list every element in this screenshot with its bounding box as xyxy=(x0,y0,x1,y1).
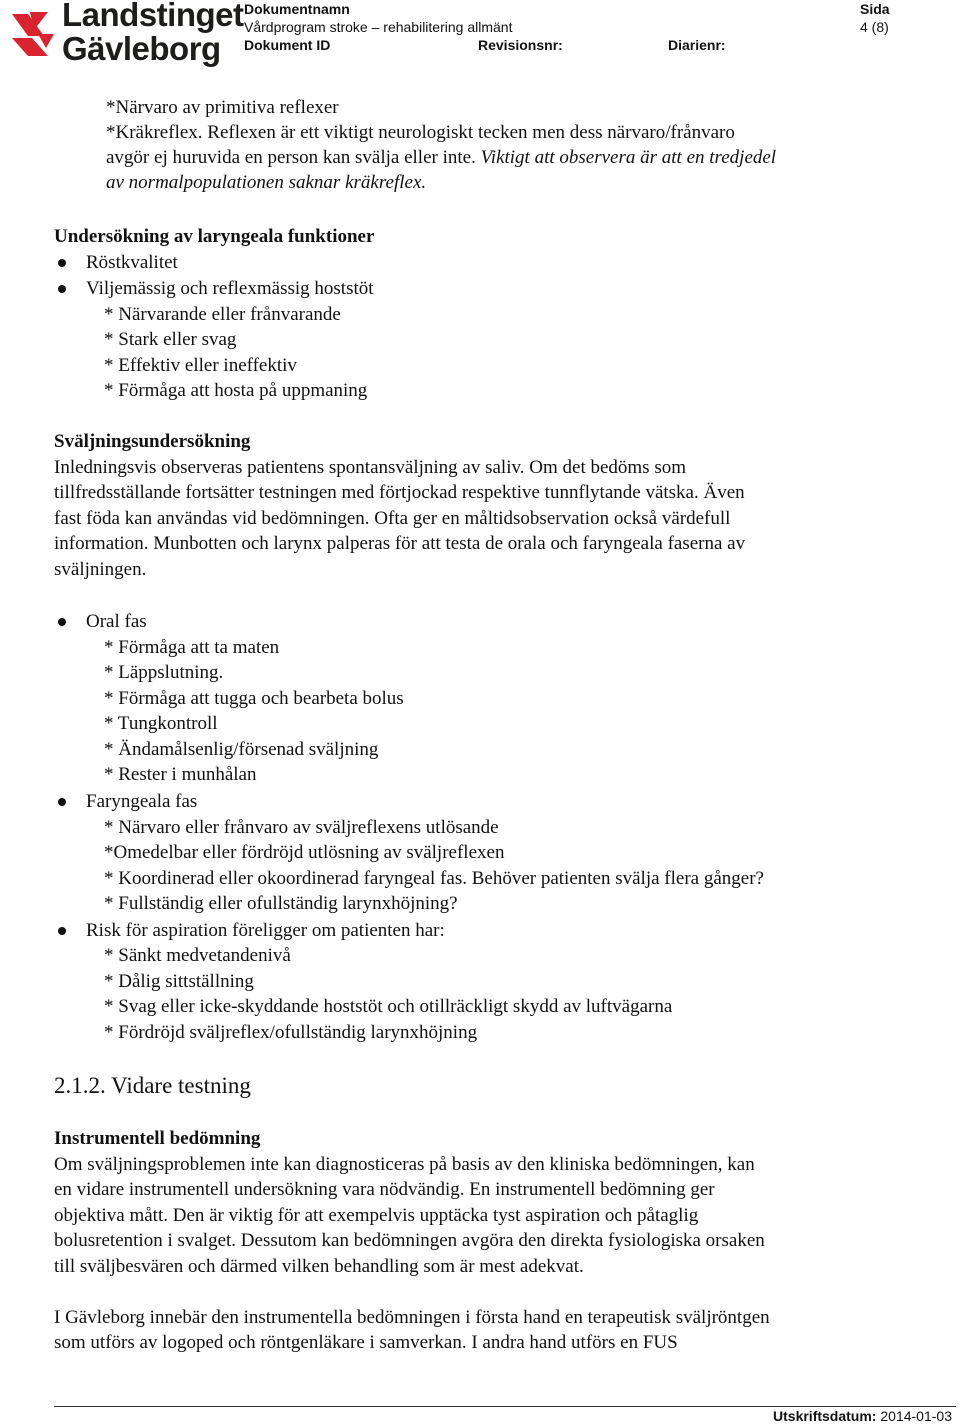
risk-item: * Sänkt medvetandenivå xyxy=(104,945,291,966)
pharyngeal-item: * Närvaro eller frånvaro av sväljreflexens utlösande xyxy=(104,817,499,838)
bullet-icon xyxy=(58,285,66,293)
intro-line-1: *Närvaro av primitiva reflexer xyxy=(106,97,339,118)
laryngeal-sub-4: * Förmåga att hosta på uppmaning xyxy=(104,380,368,401)
pharyngeal-item: * Fullständig eller ofullständig larynxhöjning? xyxy=(104,893,458,914)
print-date-label: Utskriftsdatum: xyxy=(773,1408,877,1424)
print-date xyxy=(773,1408,952,1425)
oral-phase-title: Oral fas xyxy=(86,611,147,632)
doc-name-value: Vårdprogram stroke – rehabilitering allmänt xyxy=(244,19,513,35)
oral-item: * Läppslutning. xyxy=(104,662,224,683)
oral-item: * Rester i munhålan xyxy=(104,764,257,785)
bullet-icon xyxy=(58,618,66,626)
risk-item: * Fördröjd sväljreflex/ofullständig larynxhöjning xyxy=(104,1022,478,1043)
laryngeal-sub-2: * Stark eller svag xyxy=(104,329,237,350)
laryngeal-sub-1: * Närvarande eller frånvarande xyxy=(104,304,341,325)
gavleborg-para-line-1: I Gävleborg innebär den instrumentella bedömningen i första hand en terapeutisk sväljröntgen xyxy=(54,1307,770,1328)
swallow-para-line-3: fast föda kan användas vid bedömningen. Ofta ger en måltidsobservation också värdefull xyxy=(54,508,731,529)
risk-item: * Dålig sittställning xyxy=(104,971,254,992)
intro-line-3-normal: avgör ej huruvida en person kan svälja eller inte. xyxy=(106,147,481,168)
swallow-para-line-4: information. Munbotten och larynx palperas för att testa de orala och faryngeala faserna av xyxy=(54,533,746,554)
instrumental-para-line-2: en vidare instrumentell undersökning vara nödvändig. En instrumentell bedömning ger xyxy=(54,1179,715,1200)
oral-item: * Ändamålsenlig/försenad sväljning xyxy=(104,739,379,760)
logo-mark-icon xyxy=(8,8,56,58)
intro-line-2: *Kräkreflex. Reflexen är ett viktigt neurologiskt tecken men dess närvaro/frånvaro xyxy=(106,122,735,143)
swallow-para-line-5: sväljningen. xyxy=(54,559,147,580)
page-number: 4 (8) xyxy=(860,19,889,35)
print-date-value: 2014-01-03 xyxy=(880,1408,952,1424)
doc-id-label: Dokument ID xyxy=(244,37,331,53)
revision-label: Revisionsnr: xyxy=(478,37,563,53)
oral-item: * Tungkontroll xyxy=(104,713,218,734)
laryngeal-heading: Undersökning av laryngeala funktioner xyxy=(54,226,375,247)
instrumental-para-line-3: objektiva mått. Den är viktig för att exempelvis upptäcka tyst aspiration och påtaglig xyxy=(54,1205,699,1226)
oral-item: * Förmåga att ta maten xyxy=(104,637,280,658)
intro-line-3 xyxy=(106,146,776,170)
section-title: 2.1.2. Vidare testning xyxy=(54,1073,251,1098)
swallow-para-line-2: tillfredsställande fortsätter testningen med förtjockad respektive tunnflytande vätska. Även xyxy=(54,482,745,503)
page-header xyxy=(0,0,960,72)
bullet-icon xyxy=(58,259,66,267)
intro-line-3-italic: Viktigt att observera är att en tredjedel xyxy=(480,147,777,168)
pharyngeal-item: * Koordinerad eller okoordinerad faryngeal fas. Behöver patienten svälja flera gånger? xyxy=(104,868,764,889)
laryngeal-bullet-1: Röstkvalitet xyxy=(86,252,178,273)
logo xyxy=(8,0,244,68)
instrumental-heading: Instrumentell bedömning xyxy=(54,1128,261,1149)
logo-line-1: Landstinget xyxy=(62,0,244,33)
page-label: Sida xyxy=(860,1,890,17)
swallow-heading: Sväljningsundersökning xyxy=(54,431,251,452)
gavleborg-para-line-2: som utförs av logoped och röntgenläkare i samverkan. I andra hand utförs en FUS xyxy=(54,1332,678,1353)
pharyngeal-item: *Omedelbar eller fördröjd utlösning av sväljreflexen xyxy=(104,842,505,863)
instrumental-para-line-5: till sväljbesvären och därmed vilken behandling som är mest adekvat. xyxy=(54,1256,584,1277)
diary-label: Diarienr: xyxy=(668,37,726,53)
instrumental-para-line-1: Om sväljningsproblemen inte kan diagnosticeras på basis av den kliniska bedömningen, kan xyxy=(54,1154,755,1175)
doc-name-label: Dokumentnamn xyxy=(244,1,350,17)
laryngeal-sub-3: * Effektiv eller ineffektiv xyxy=(104,355,297,376)
pharyngeal-phase-title: Faryngeala fas xyxy=(86,791,198,812)
footer-divider xyxy=(54,1406,956,1407)
risk-title: Risk för aspiration föreligger om patienten har: xyxy=(86,920,445,941)
instrumental-para-line-4: bolusretention i svalget. Dessutom kan bedömningen avgöra den direkta fysiologiska orsaken xyxy=(54,1230,765,1251)
laryngeal-bullet-2: Viljemässig och reflexmässig hoststöt xyxy=(86,278,374,299)
bullet-icon xyxy=(58,927,66,935)
bullet-icon xyxy=(58,798,66,806)
swallow-para-line-1: Inledningsvis observeras patientens spontansväljning av saliv. Om det bedöms som xyxy=(54,457,687,478)
logo-line-2: Gävleborg xyxy=(62,30,221,67)
intro-line-4: av normalpopulationen saknar kräkreflex. xyxy=(106,172,427,193)
oral-item: * Förmåga att tugga och bearbeta bolus xyxy=(104,688,404,709)
risk-item: * Svag eller icke-skyddande hoststöt och otillräckligt skydd av luftvägarna xyxy=(104,996,673,1017)
